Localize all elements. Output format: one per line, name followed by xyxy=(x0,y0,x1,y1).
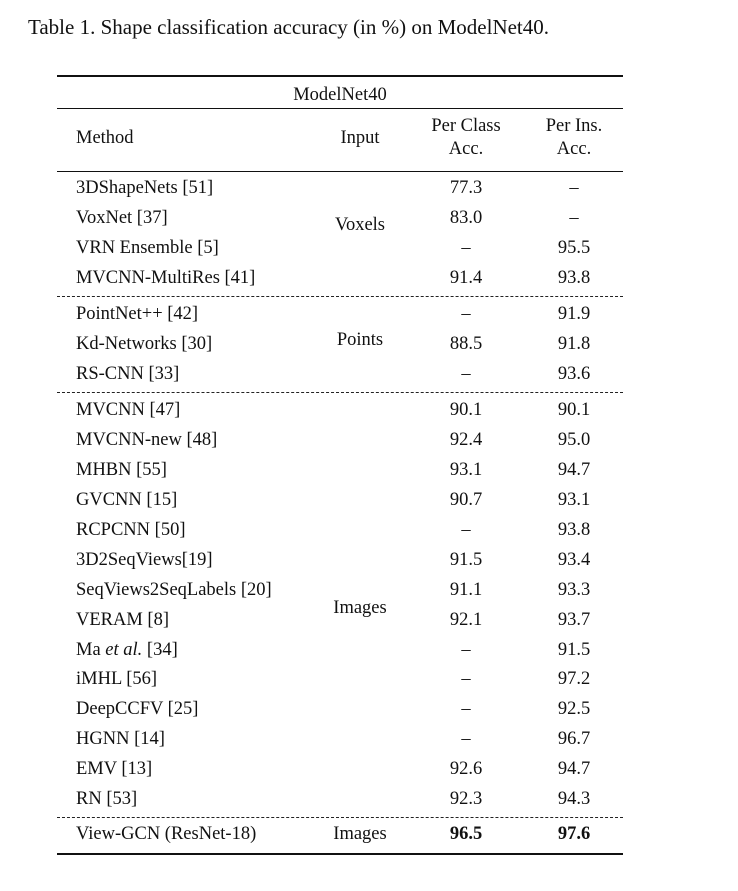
per-ins-cell: 93.6 xyxy=(557,364,591,384)
method-cell: DeepCCFV [25] xyxy=(76,699,199,719)
per-class-best-value: 96.5 xyxy=(449,824,483,844)
per-ins-best-value: 97.6 xyxy=(557,824,591,844)
header-per-class-line1: Per Class xyxy=(431,116,501,136)
per-class-cell: 90.1 xyxy=(449,400,483,420)
per-ins-cell: 92.5 xyxy=(557,699,591,719)
per-ins-cell: 90.1 xyxy=(557,400,591,420)
method-cell: PointNet++ [42] xyxy=(76,304,199,324)
method-cell: VoxNet [37] xyxy=(76,208,168,228)
per-class-cell: 92.6 xyxy=(449,759,483,779)
method-cell: Kd-Networks [30] xyxy=(76,334,213,354)
per-class-cell: – xyxy=(461,669,471,689)
per-ins-cell: – xyxy=(569,208,579,228)
per-class-cell: 92.4 xyxy=(449,430,483,450)
per-ins-cell: 91.8 xyxy=(557,334,591,354)
method-cell: RS-CNN [33] xyxy=(76,364,180,384)
header-per-ins-line2: Acc. xyxy=(556,139,592,159)
top-rule xyxy=(57,75,623,77)
per-ins-cell: 95.0 xyxy=(557,430,591,450)
per-ins-cell: 94.3 xyxy=(557,789,591,809)
per-class-cell: – xyxy=(461,520,471,540)
per-ins-cell-best xyxy=(528,823,620,845)
per-class-cell: – xyxy=(461,640,471,660)
per-class-cell: 91.5 xyxy=(449,550,483,570)
per-ins-cell: 93.3 xyxy=(557,580,591,600)
method-cell-ours: View-GCN (ResNet-18) xyxy=(76,824,257,844)
method-cell: HGNN [14] xyxy=(76,729,165,749)
group-divider-voxels xyxy=(57,296,623,297)
header-per-ins xyxy=(528,115,620,161)
per-ins-cell: 93.8 xyxy=(557,268,591,288)
bottom-rule xyxy=(57,853,623,855)
per-ins-cell: 94.7 xyxy=(557,460,591,480)
group-label-voxels: Voxels xyxy=(334,215,386,235)
per-class-cell: 92.1 xyxy=(449,610,483,630)
table-caption: Table 1. Shape classification accuracy (in %) on ModelNet40. xyxy=(28,15,550,39)
group-label-ours: Images xyxy=(333,824,387,844)
per-ins-cell: 93.1 xyxy=(557,490,591,510)
header-per-class xyxy=(420,115,512,161)
per-class-cell: 92.3 xyxy=(449,789,483,809)
per-class-cell: – xyxy=(461,364,471,384)
per-ins-cell: 96.7 xyxy=(557,729,591,749)
per-class-cell-best xyxy=(420,823,512,845)
group-label-points: Points xyxy=(336,330,384,350)
header-input: Input xyxy=(340,128,380,148)
method-cell: GVCNN [15] xyxy=(76,490,178,510)
per-class-cell: – xyxy=(461,304,471,324)
per-ins-cell: – xyxy=(569,178,579,198)
header-bottom-rule xyxy=(57,171,623,172)
method-cell: SeqViews2SeqLabels [20] xyxy=(76,580,272,600)
per-ins-cell: 94.7 xyxy=(557,759,591,779)
method-cell: 3D2SeqViews[19] xyxy=(76,550,213,570)
dataset-header: ModelNet40 xyxy=(293,85,387,105)
method-cell: MVCNN [47] xyxy=(76,400,181,420)
method-cell: RCPCNN [50] xyxy=(76,520,186,540)
method-cell xyxy=(76,639,178,661)
group-divider-points xyxy=(57,392,623,393)
per-class-cell: 93.1 xyxy=(449,460,483,480)
header-per-class-line2: Acc. xyxy=(448,139,484,159)
per-ins-cell: 91.9 xyxy=(557,304,591,324)
group-label-images: Images xyxy=(333,598,387,618)
per-ins-cell: 91.5 xyxy=(557,640,591,660)
method-name-part: Ma xyxy=(76,640,106,660)
header-per-ins-line1: Per Ins. xyxy=(545,116,603,136)
group-divider-images xyxy=(57,817,623,818)
per-class-cell: 90.7 xyxy=(449,490,483,510)
per-class-cell: 91.4 xyxy=(449,268,483,288)
per-class-cell: – xyxy=(461,699,471,719)
method-cell: iMHL [56] xyxy=(76,669,158,689)
per-class-cell: 91.1 xyxy=(449,580,483,600)
method-cell: 3DShapeNets [51] xyxy=(76,178,214,198)
method-cell: VRN Ensemble [5] xyxy=(76,238,219,258)
per-ins-cell: 95.5 xyxy=(557,238,591,258)
per-class-cell: – xyxy=(461,729,471,749)
method-cell: MVCNN-new [48] xyxy=(76,430,218,450)
per-class-cell: 83.0 xyxy=(449,208,483,228)
header-mid-rule xyxy=(57,108,623,109)
method-name-italic: et al. xyxy=(105,640,143,660)
method-name-ref: [34] xyxy=(142,640,178,660)
per-ins-cell: 93.7 xyxy=(557,610,591,630)
per-ins-cell: 93.4 xyxy=(557,550,591,570)
method-cell: MHBN [55] xyxy=(76,460,167,480)
per-class-cell: 88.5 xyxy=(449,334,483,354)
per-class-cell: – xyxy=(461,238,471,258)
method-cell: EMV [13] xyxy=(76,759,153,779)
method-cell: VERAM [8] xyxy=(76,610,170,630)
header-method: Method xyxy=(76,128,134,148)
per-ins-cell: 93.8 xyxy=(557,520,591,540)
per-ins-cell: 97.2 xyxy=(557,669,591,689)
method-cell: RN [53] xyxy=(76,789,138,809)
method-cell: MVCNN-MultiRes [41] xyxy=(76,268,256,288)
per-class-cell: 77.3 xyxy=(449,178,483,198)
